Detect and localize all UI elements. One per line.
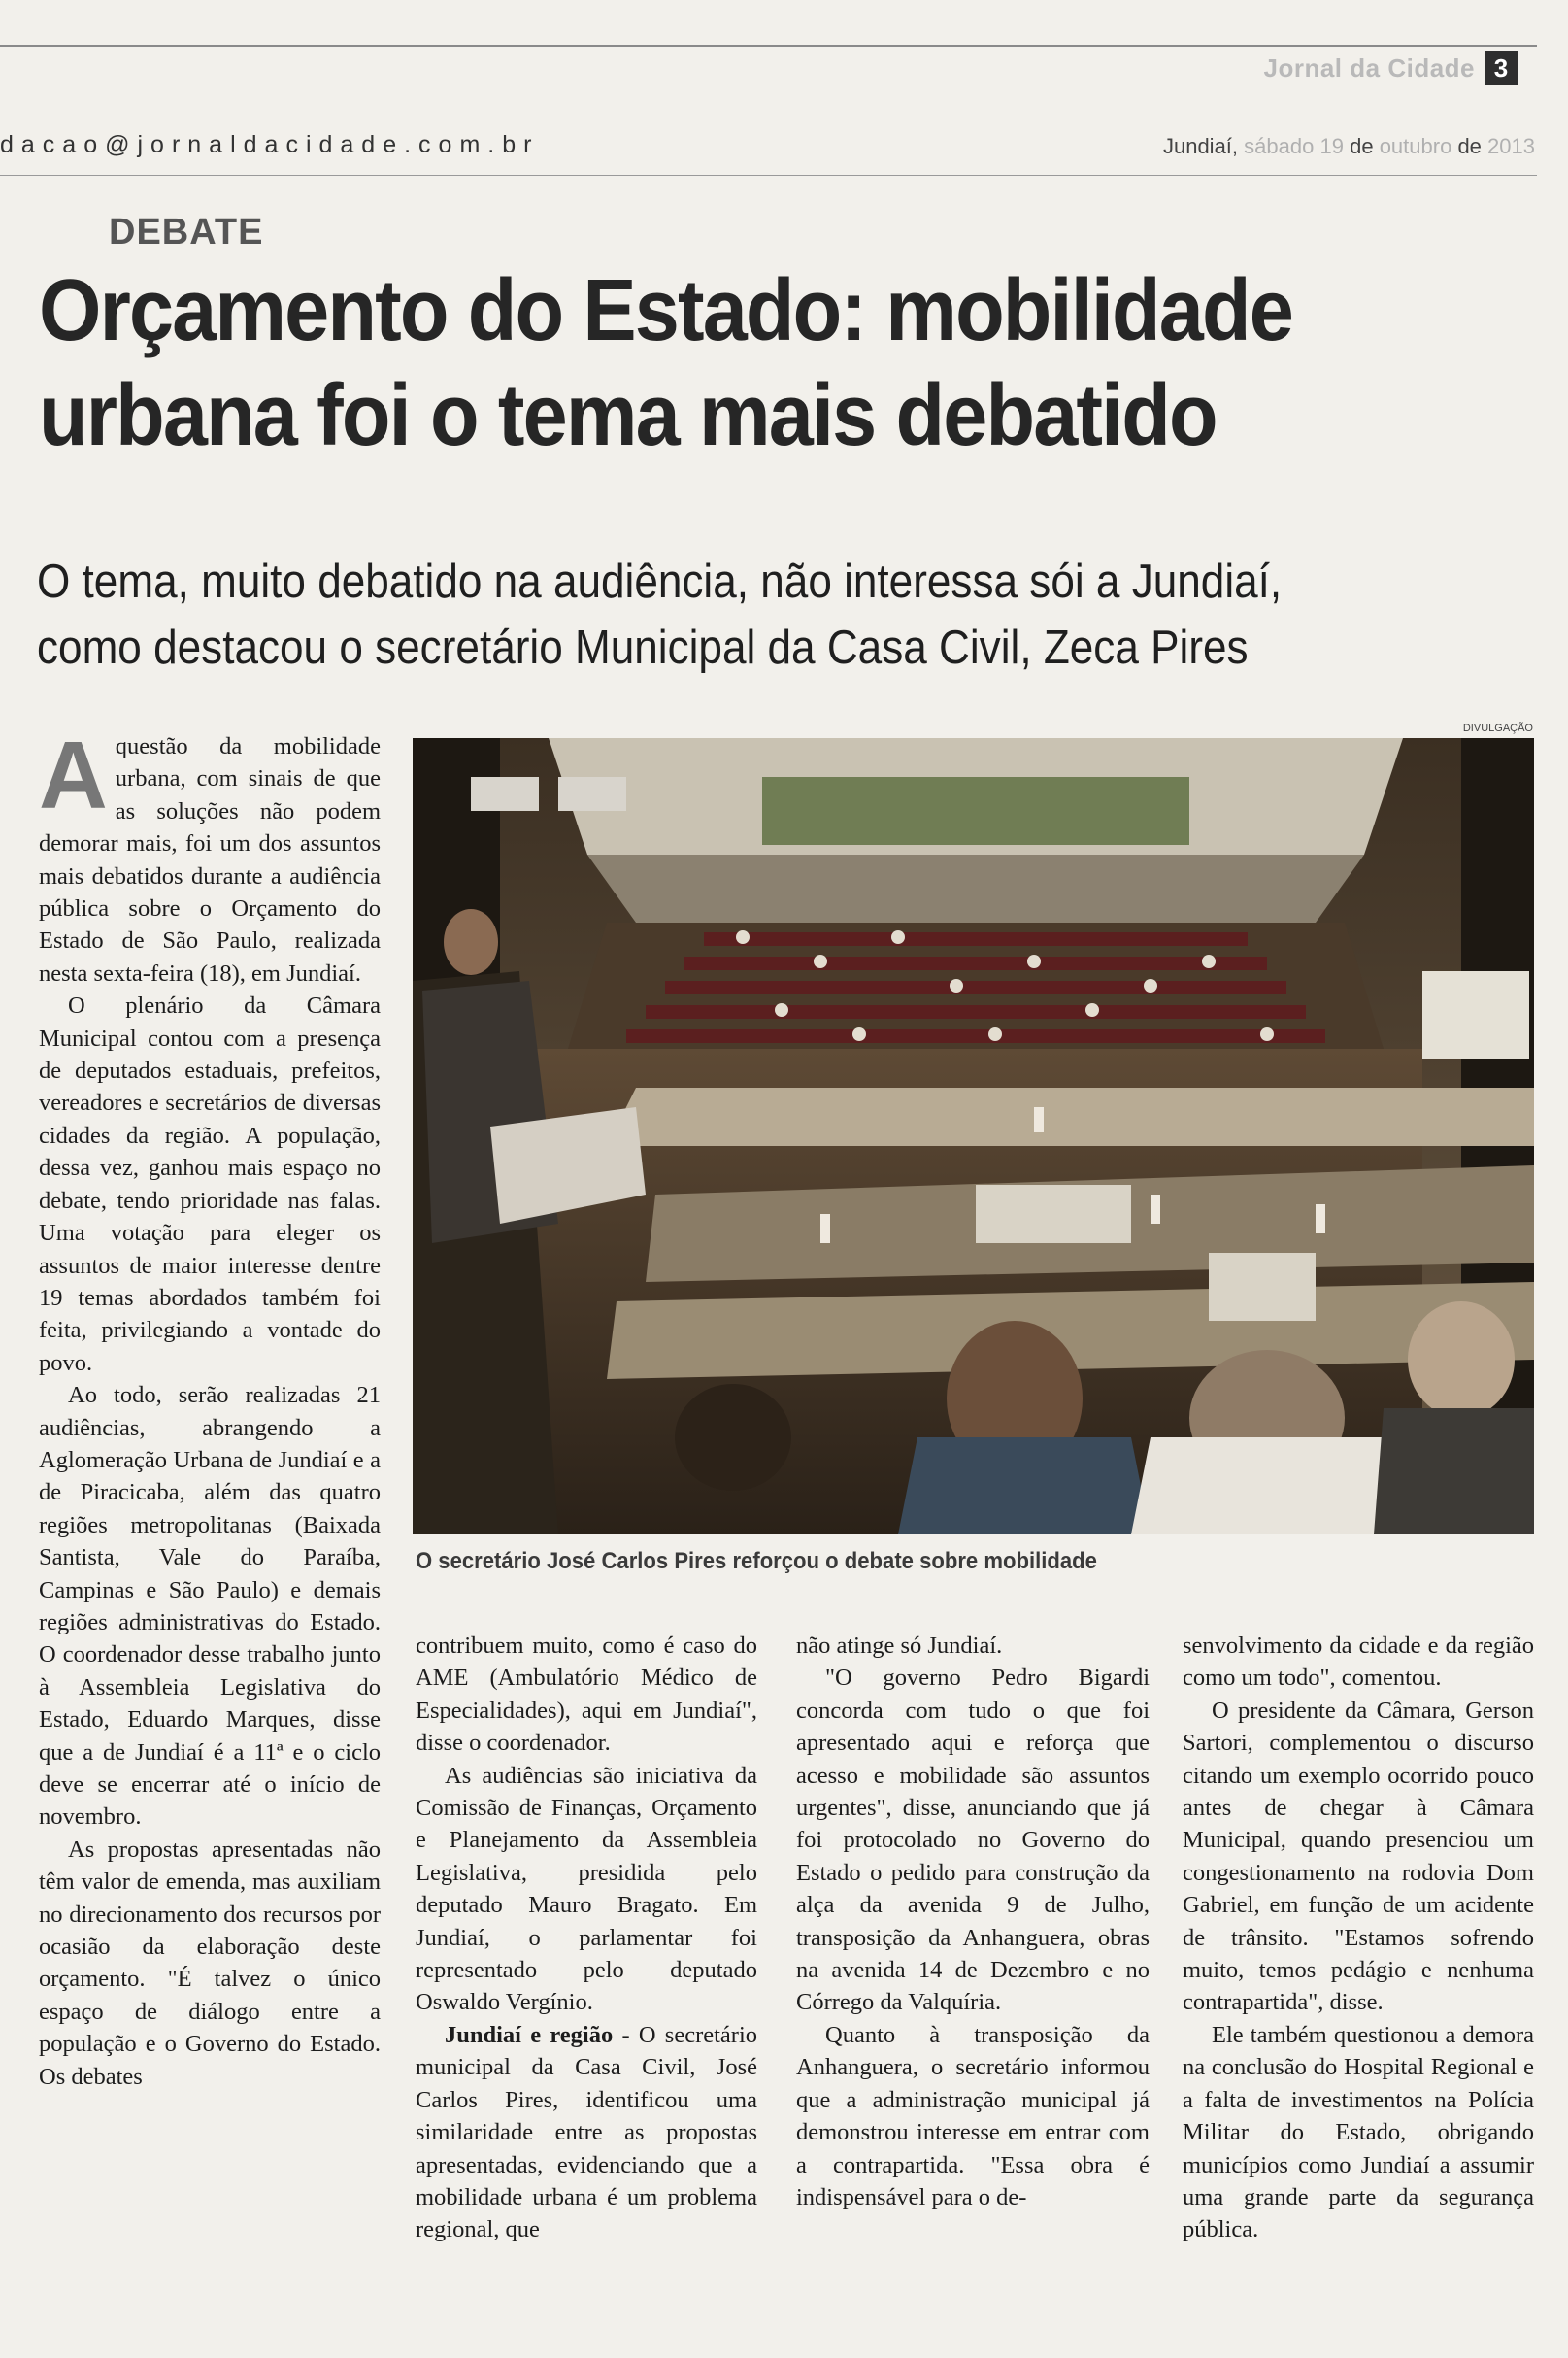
paragraph: Ele também questionou a demora na conclusão do Hospital Regional e a falta de investimentos na Polícia Militar do Estado, obrigando municípios como Jundiaí a assumir uma grande parte da segurança pública. (1183, 2021, 1534, 2243)
date-city: Jundiaí, (1162, 134, 1239, 158)
date-weekday: sábado (1244, 134, 1315, 158)
date-month: outubro (1379, 134, 1452, 158)
editorial-email[interactable]: dacao@jornaldacidade.com.br (0, 131, 540, 158)
paragraph: Ao todo, serão realizadas 21 audiências, abrangendo a Aglomeração Urbana de Jundiaí e a de Piracicaba, além das quatro regiões metropolitanas (Baixada Santista, Vale do Paraíba, Campinas e São Paulo) e demais regiões administrativas do Estado. O coordenador desse trabalho junto à Assembleia Legislativa do Estado, Eduardo Marques, disse que a de Jundiaí é a 11ª e o ciclo deve se encerrar até o início de novembro. (39, 1382, 381, 1831)
paragraph-text: questão da mobilidade urbana, com sinais de que as soluções não podem demorar mais, foi um dos assuntos mais debatidos durante a audiência pública sobre o Orçamento do Estado de São Paulo, realizada nesta sexta-feira (18), em Jundiaí. (39, 733, 381, 987)
council-chamber-photo (413, 738, 1534, 1534)
paragraph: As propostas apresentadas não têm valor de emenda, mas auxiliam no direcionamento dos recursos por ocasião da elaboração deste orçamento. "É talvez o único espaço de diálogo entre a população e o Governo do Estado. Os debates (39, 1836, 381, 2090)
article-column-4 (1183, 1630, 1534, 2246)
paragraph (416, 2019, 757, 2246)
header-rule (0, 45, 1537, 47)
newspaper-brand: Jornal da Cidade (1263, 52, 1475, 83)
drop-cap: A (39, 722, 108, 828)
deck-line: O tema, muito debatido na audiência, não interessa sói a Jundiaí, (37, 556, 1283, 608)
paragraph: não atinge só Jundiaí. (796, 1633, 1003, 1659)
date-of: de (1350, 134, 1374, 158)
headline-line: Orçamento do Estado: mobilidade (39, 262, 1292, 359)
paragraph: contribuem muito, como é caso do AME (Ambulatório Médico de Especialidades), aqui em Jundiaí", disse o coordenador. (416, 1633, 757, 1757)
paragraph: O presidente da Câmara, Gerson Sartori, complementou o discurso citando um exemplo ocorrido pouco antes de chegar à Câmara Municipal, quando presenciou um congestionamento na rodovia Dom Gabriel, em função de um acidente de trânsito. "Estamos sofrendo muito, temos pedágio e nenhuma contrapartida", disse. (1183, 1697, 1534, 2016)
photo-credit: DIVULGAÇÃO (1462, 723, 1533, 734)
subheadline (37, 549, 1418, 681)
headline (39, 258, 1432, 468)
article-column-2 (416, 1630, 757, 2246)
paragraph: senvolvimento da cidade e da região como um todo", comentou. (1183, 1633, 1534, 1692)
article-column-3 (796, 1630, 1150, 2213)
dateline (1163, 134, 1535, 159)
masthead (1264, 51, 1518, 85)
inline-subhead: Jundiaí e região - (445, 2021, 630, 2048)
deck-line: como destacou o secretário Municipal da Casa Civil, Zeca Pires (37, 622, 1249, 674)
photo-caption: O secretário José Carlos Pires reforçou o debate sobre mobilidade (416, 1548, 1097, 1574)
paragraph: Quanto à transposição da Anhanguera, o secretário informou que a administração municipal já demonstrou interesse em entrar com a contrapartida. "Essa obra é indispensável para o de- (796, 2021, 1150, 2210)
paragraph: "O governo Pedro Bigardi concorda com tudo o que foi apresentado aqui e reforça que acesso e mobilidade são assuntos urgentes", disse, anunciando que já foi protocolado no Governo do Estado o pedido para construção da alça da avenida 9 de Julho, transposição da Anhanguera, obras na avenida 14 de Dezembro e no Córrego da Valquíria. (796, 1665, 1150, 2016)
date-year: 2013 (1487, 134, 1535, 158)
date-of: de (1457, 134, 1482, 158)
paragraph-text: O secretário municipal da Casa Civil, José Carlos Pires, identificou uma similaridade entre as propostas apresentadas, evidenciando que a mobilidade urbana é um problema regional, que (416, 2021, 757, 2243)
date-day: 19 (1319, 134, 1344, 158)
paragraph: O plenário da Câmara Municipal contou com a presença de deputados estaduais, prefeitos, vereadores e secretários de diversas cidades da região. A população, dessa vez, ganhou mais espaço no debate, tendo prioridade nas falas. Uma votação para eleger os assuntos de maior interesse dentre 19 temas abordados também foi feita, privilegiando a vontade do povo. (39, 993, 381, 1376)
headline-line: urbana foi o tema mais debatido (39, 367, 1217, 464)
section-label: DEBATE (109, 212, 264, 253)
paragraph: As audiências são iniciativa da Comissão de Finanças, Orçamento e Planejamento da Assembleia Legislativa, presidida pelo deputado Mauro Bragato. Em Jundiaí, o parlamentar foi representado pelo deputado Oswaldo Vergínio. (416, 1762, 757, 2016)
paragraph (39, 722, 381, 990)
header-subrule (0, 175, 1537, 176)
article-photo (413, 738, 1534, 1534)
page-number: 3 (1485, 51, 1518, 85)
article-column-1 (39, 722, 381, 2093)
